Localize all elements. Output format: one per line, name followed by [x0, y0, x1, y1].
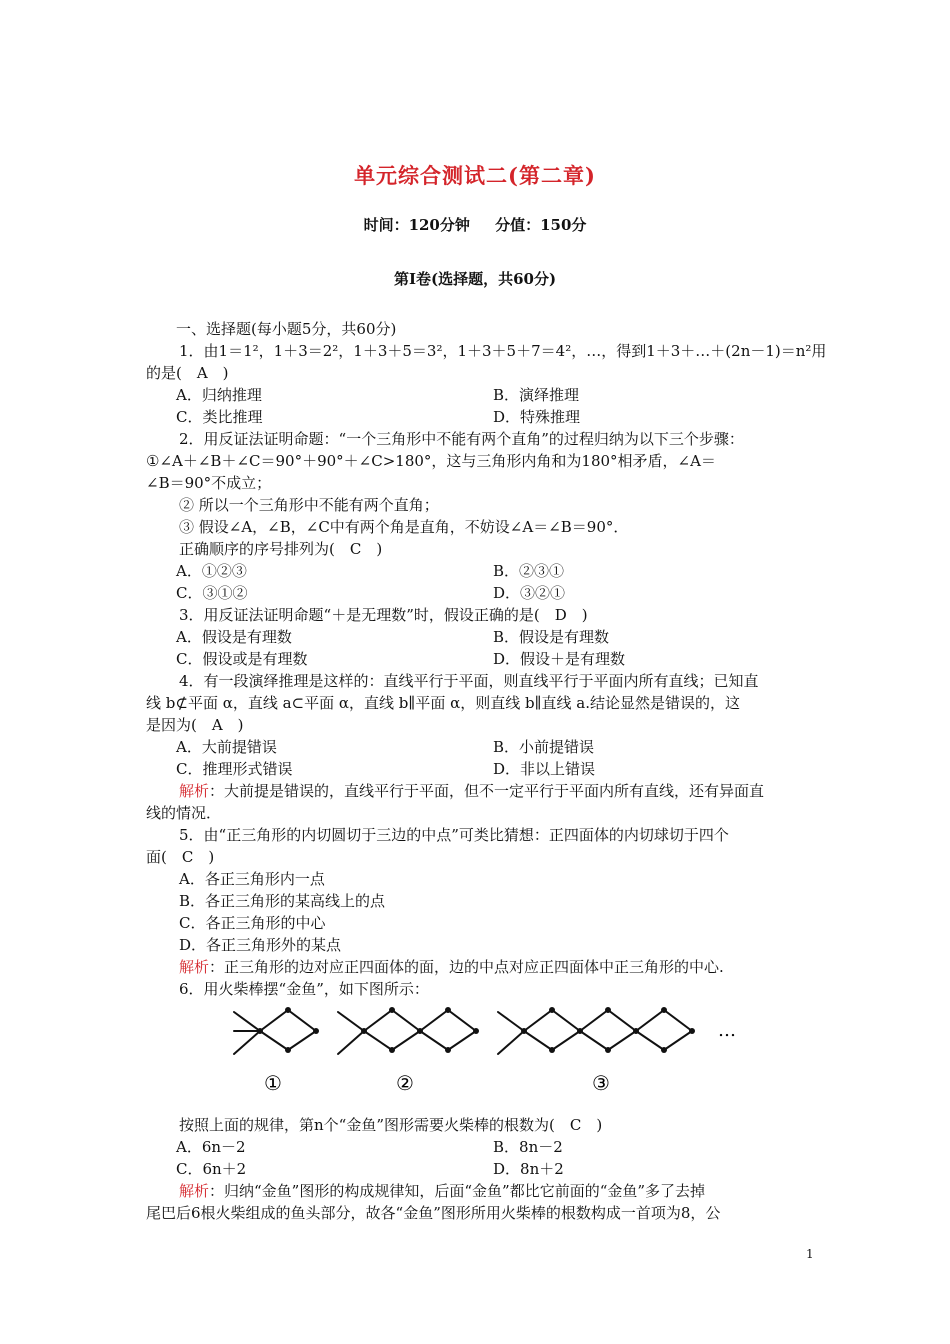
q2-option-b: B．②③①	[493, 562, 565, 580]
q6-option-c: C．6n＋2	[176, 1160, 247, 1178]
goldfish-2	[338, 1010, 476, 1054]
q5-analysis-text: ：正三角形的边对应正四面体的面，边的中点对应正四面体中正三角形的中心.	[209, 958, 724, 976]
q2-stem-line4: ② 所以一个三角形中不能有两个直角；	[179, 496, 439, 514]
q1-options-row1	[146, 384, 810, 406]
q6-options-row1	[146, 1136, 810, 1158]
figure-label-1: ①	[264, 1071, 282, 1095]
q5-stem-line1: 5．由“正三角形的内切圆切于三边的中点”可类比猜想：正四面体的内切球切于四个	[179, 826, 729, 844]
exam-time: 时间：120分钟	[363, 216, 470, 234]
q2-stem-line2: ①∠A＋∠B＋∠C＝90°＋90°＋∠C>180°，这与三角形内角和为180°相矛盾，∠A＝	[146, 452, 716, 470]
q3-options-row1	[146, 626, 810, 648]
q5-option-b: B．各正三角形的某高线上的点	[179, 892, 386, 910]
figure-label-2: ②	[396, 1071, 414, 1095]
figure-ellipsis: …	[718, 1020, 736, 1041]
q6-options-row2	[146, 1158, 810, 1180]
goldfish-matchstick-diagram	[226, 1004, 786, 1108]
q3-stem: 3．用反证法证明命题“＋是无理数”时，假设正确的是( D )	[179, 606, 588, 624]
page-number: 1	[806, 1247, 814, 1261]
q2-stem-line3: ∠B＝90°不成立；	[146, 474, 272, 492]
q5-stem-line2: 面( C )	[146, 848, 215, 866]
q6-analysis-text1: ：归纳“金鱼”图形的构成规律知，后面“金鱼”都比它前面的“金鱼”多了去掉	[209, 1182, 706, 1200]
exam-score: 分值：150分	[495, 216, 587, 234]
q3-option-d: D．假设＋是有理数	[493, 650, 626, 668]
q3-option-b: B．假设是有理数	[493, 628, 610, 646]
q4-options-row1	[146, 736, 810, 758]
q3-options-row2	[146, 648, 810, 670]
q1-option-d: D．特殊推理	[493, 408, 581, 426]
q6-stem-line2: 按照上面的规律，第n个“金鱼”图形需要火柴棒的根数为( C )	[179, 1116, 603, 1134]
q5-option-d: D．各正三角形外的某点	[179, 936, 342, 954]
q5-analysis-label: 解析	[179, 958, 210, 976]
q2-option-d: D．③②①	[493, 584, 566, 602]
q2-stem-line6: 正确顺序的序号排列为( C )	[179, 540, 383, 558]
q5-option-a: A．各正三角形内一点	[179, 870, 325, 888]
q2-stem-line5: ③ 假设∠A，∠B，∠C中有两个角是直角，不妨设∠A＝∠B＝90°．	[179, 518, 629, 536]
q4-options-row2	[146, 758, 810, 780]
q2-option-c: C．③①②	[176, 584, 248, 602]
q6-analysis-line1	[146, 1180, 810, 1202]
q4-option-d: D．非以上错误	[493, 760, 596, 778]
q1-option-a: A．归纳推理	[176, 386, 262, 404]
q5-analysis	[146, 956, 810, 978]
section-heading: 一、选择题(每小题5分，共60分)	[176, 320, 397, 338]
q4-stem-line2: 线 b⊄平面 α，直线 a⊂平面 α，直线 b∥平面 α，则直线 b∥直线 a.结论显然是错误的，这	[146, 694, 740, 712]
q2-options-row2	[146, 582, 810, 604]
q3-option-a: A．假设是有理数	[176, 628, 292, 646]
q2-stem-line1: 2．用反证法证明命题：“一个三角形中不能有两个直角”的过程归纳为以下三个步骤：	[179, 430, 744, 448]
goldfish-1	[234, 1010, 316, 1054]
q4-analysis-label: 解析	[179, 782, 210, 800]
q1-options-row2	[146, 406, 810, 428]
q1-stem-line2: 的是( A )	[146, 364, 229, 382]
goldfish-figure	[146, 1004, 810, 1108]
q2-option-a: A．①②③	[176, 562, 247, 580]
q4-analysis-line2: 线的情况．	[146, 804, 222, 822]
q4-stem-line1: 4．有一段演绎推理是这样的：直线平行于平面，则直线平行于平面内所有直线；已知直	[179, 672, 759, 690]
q1-option-b: B．演绎推理	[493, 386, 580, 404]
q1-option-c: C．类比推理	[176, 408, 263, 426]
q4-stem-line3: 是因为( A )	[146, 716, 244, 734]
q6-analysis-line2: 尾巴后6根火柴组成的鱼头部分，故各“金鱼”图形所用火柴棒的根数构成一首项为8，公	[146, 1204, 721, 1222]
q4-analysis-text1: ：大前提是错误的，直线平行于平面，但不一定平行于平面内所有直线，还有异面直	[209, 782, 765, 800]
question-body	[146, 318, 827, 1224]
figure-label-3: ③	[592, 1071, 610, 1095]
q2-options-row1	[146, 560, 810, 582]
q6-option-b: B．8n－2	[493, 1138, 563, 1156]
q6-analysis-label: 解析	[179, 1182, 210, 1200]
q4-analysis-line1	[146, 780, 810, 802]
q4-option-c: C．推理形式错误	[176, 760, 293, 778]
q6-option-d: D．8n＋2	[493, 1160, 564, 1178]
q4-option-b: B．小前提错误	[493, 738, 595, 756]
q6-option-a: A．6n－2	[176, 1138, 246, 1156]
volume-heading: 第Ⅰ卷(选择题，共60分)	[393, 270, 557, 288]
q1-stem-line1: 1．由1＝1²，1＋3＝2²，1＋3＋5＝3²，1＋3＋5＋7＝4²，…，得到1＋3＋…＋(2n－1)＝n²用	[179, 342, 827, 360]
q5-option-c: C．各正三角形的中心	[179, 914, 326, 932]
q3-option-c: C．假设或是有理数	[176, 650, 308, 668]
q6-stem-line1: 6．用火柴棒摆“金鱼”，如下图所示：	[179, 980, 429, 998]
q4-option-a: A．大前提错误	[176, 738, 277, 756]
exam-meta	[0, 214, 950, 235]
page-title: 单元综合测试二(第二章)	[354, 163, 596, 188]
